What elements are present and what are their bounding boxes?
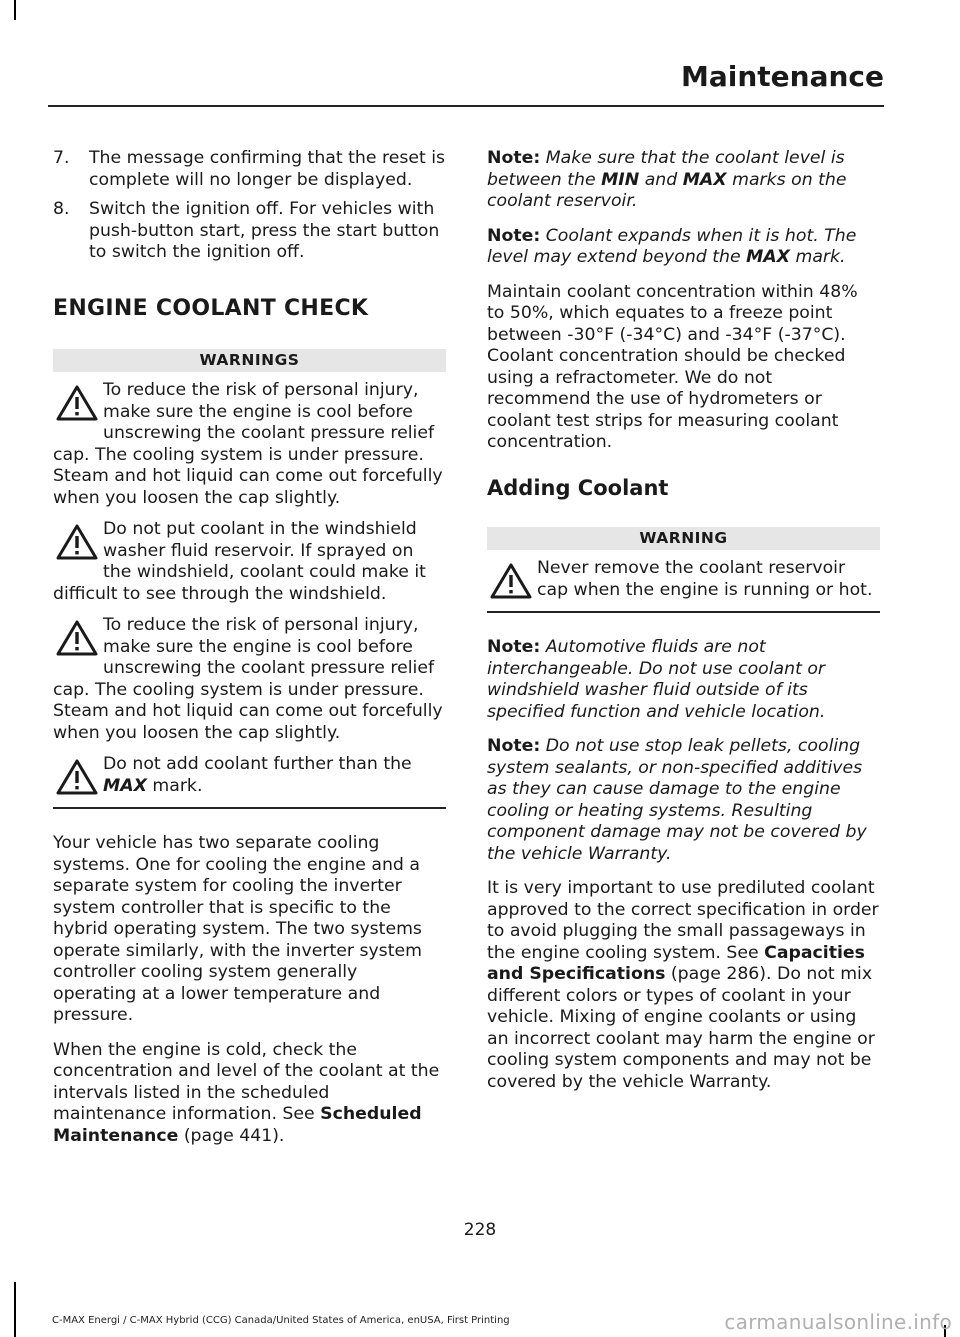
warning-item — [53, 519, 446, 605]
sub-heading-adding-coolant: Adding Coolant — [487, 475, 669, 500]
warning-text: Never remove the coolant reservoir cap when the engine is running or hot. — [537, 558, 873, 600]
note-label: Note: — [487, 225, 541, 246]
paragraph-text: It is very important to use prediluted coolant approved to the correct specification in order to avoid plugging the small passageways in the engine cooling system. See — [487, 878, 879, 963]
crop-mark-bottom-left — [14, 1282, 16, 1337]
note-text: Automotive fluids are not interchangeable. Do not use coolant or windshield washer fluid outside of its specified function and vehicle location. — [487, 637, 826, 722]
header-title: Maintenance — [680, 60, 884, 93]
warnings-band: WARNINGS — [53, 349, 446, 372]
note-text: Do not use stop leak pellets, cooling system sealants, or non-specified additives as they can cause damage to the engine cooling or heating systems. Resulting component damage may not be covered by the vehicle Warranty. — [487, 736, 867, 864]
left-column — [53, 148, 446, 1160]
note-stop-leak — [487, 736, 880, 865]
note-text: Coolant expands when it is hot. The level may extend beyond the — [487, 225, 857, 267]
warning-text: Do not put coolant in the windshield washer fluid reservoir. If sprayed on the windshield, coolant could make it difficult to see through the windshield. — [53, 519, 426, 604]
xref-capacities-specifications[interactable]: Capacities and Specifications — [487, 942, 865, 984]
warning-triangle-icon — [55, 619, 99, 657]
min-mark: MIN — [601, 169, 640, 190]
max-mark: MAX — [746, 247, 790, 267]
note-label: Note: — [487, 736, 541, 756]
note-label: Note: — [487, 637, 541, 657]
step-number: 8. — [53, 199, 70, 219]
paragraph-text: (page 286). Do not mix different colors or types of coolant in your vehicle. Mixing of engine coolants or using an incorrect coolant may harm the engine or cooling system components and may not be covered by the vehicle Warranty. — [487, 964, 875, 1092]
max-mark: MAX — [103, 775, 147, 796]
crop-mark-top-left — [14, 0, 16, 20]
note-text: Make sure that the coolant level is between the — [487, 148, 845, 190]
step-8 — [53, 199, 446, 264]
paragraph-cooling-systems: Your vehicle has two separate cooling systems. One for cooling the engine and a separate system for cooling the inverter system controller that is specific to the hybrid operating system. The two systems operate similarly, with the inverter system controller cooling system generally operating at a lower temperature and pressure. — [53, 833, 422, 1025]
paragraph-concentration: Maintain coolant concentration within 48% to 50%, which equates to a freeze point between -30°F (-34°C) and -34°F (-37°C). Coolant concentration should be checked using a refractometer. We do not recommend the use of hydrometers or coolant test strips for measuring coolant concentration. — [487, 281, 858, 452]
step-number: 7. — [53, 148, 70, 168]
note-text: mark. — [795, 247, 846, 267]
warning-text: To reduce the risk of personal injury, make sure the engine is cool before unscrewing the coolant pressure relief cap. The cooling system is under pressure. Steam and hot liquid can come out forcefully when you loosen the cap slightly. — [53, 615, 443, 743]
warning-band: WARNING — [487, 527, 880, 550]
warning-text: To reduce the risk of personal injury, make sure the engine is cool before unscrewing the coolant pressure relief cap. The cooling system is under pressure. Steam and hot liquid can come out forcefully when you loosen the cap slightly. — [53, 380, 443, 508]
page-reference: (page 441). — [183, 1125, 285, 1146]
paragraph-prediluted — [487, 878, 880, 1093]
step-text: Switch the ignition off. For vehicles with push-button start, press the start button to switch the ignition off. — [89, 199, 440, 262]
warning-item — [53, 754, 446, 797]
step-7 — [53, 148, 446, 191]
warning-item — [53, 380, 446, 509]
right-column — [487, 148, 880, 1106]
footer-text: C-MAX Energi / C-MAX Hybrid (CCG) Canada/United States of America, enUSA, First Printing — [52, 1315, 510, 1326]
max-mark: MAX — [682, 169, 727, 190]
note-coolant-expands — [487, 226, 880, 269]
note-coolant-level — [487, 148, 880, 213]
watermark: carmanualsonline.info — [724, 1310, 952, 1334]
xref-scheduled-maintenance[interactable]: Scheduled Maintenance — [53, 1104, 422, 1146]
note-text: and — [644, 169, 678, 190]
warning-triangle-icon — [55, 384, 99, 422]
warning-text: Do not add coolant further than the — [103, 754, 412, 774]
warning-text: mark. — [152, 775, 203, 796]
warning-end-rule — [487, 611, 880, 613]
paragraph-text: When the engine is cold, check the concentration and level of the coolant at the intervals listed in the scheduled maintenance information. See — [53, 1039, 440, 1124]
warnings-end-rule — [53, 807, 446, 809]
note-automotive-fluids — [487, 637, 880, 723]
page-number: 228 — [463, 1220, 497, 1240]
note-text: marks on the coolant reservoir. — [487, 169, 847, 211]
warning-triangle-icon — [55, 758, 99, 796]
warning-triangle-icon — [489, 562, 533, 600]
paragraph-check-coolant — [53, 1040, 446, 1148]
warning-triangle-icon — [55, 523, 99, 561]
section-heading: ENGINE COOLANT CHECK — [53, 295, 369, 321]
warning-item — [487, 558, 880, 601]
header-rule — [48, 105, 884, 107]
note-label: Note: — [487, 148, 541, 168]
warning-item — [53, 615, 446, 744]
step-text: The message confirming that the reset is complete will no longer be displayed. — [89, 148, 446, 190]
